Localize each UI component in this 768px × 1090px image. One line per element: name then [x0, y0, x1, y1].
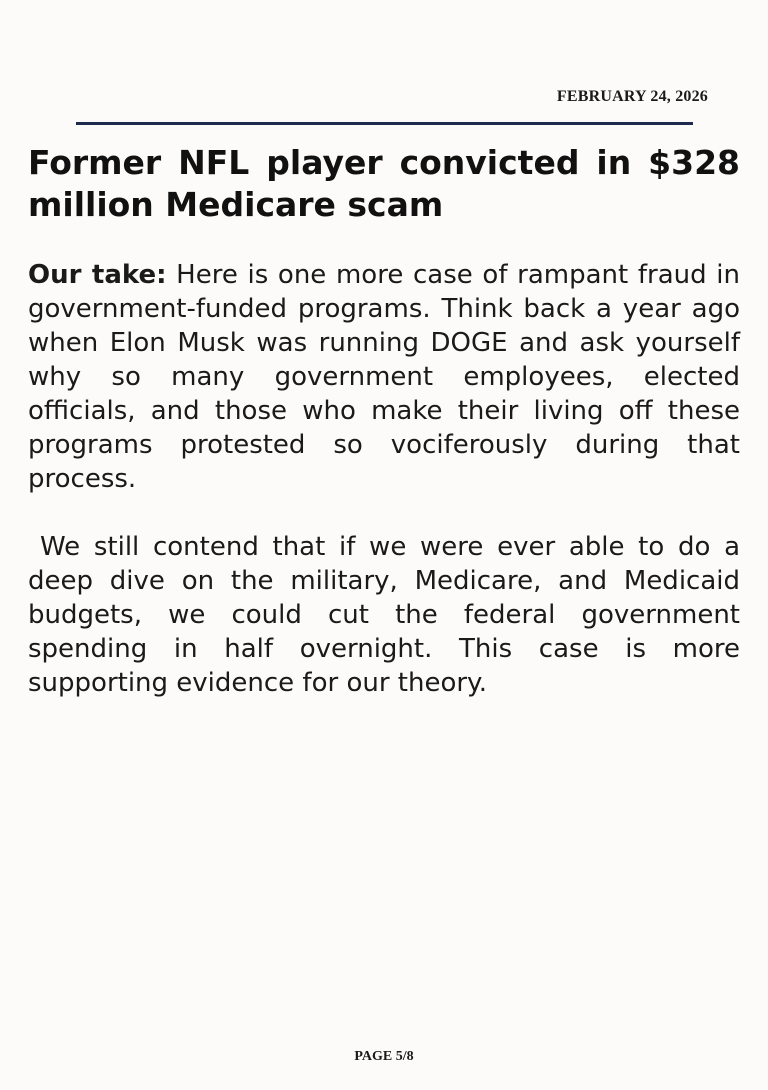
paragraph-2: We still contend that if we were ever able to do a deep dive on the military, Medicare, and Medicaid budgets, we could cut the federal government spending in half overnight. This case is more supporting evidence for our theory. — [28, 532, 740, 698]
article-body — [28, 258, 740, 700]
publication-date: FEBRUARY 24, 2026 — [556, 88, 708, 105]
paragraph-1-text: Here is one more case of rampant fraud in government-funded programs. Think back a year ago when Elon Musk was running DOGE and ask yourself why so many government employees, elected officials, and those who make their living off these programs protested so vociferously during that process. — [28, 260, 740, 494]
page-number: PAGE 5/8 — [354, 1049, 414, 1064]
paragraph-1 — [28, 258, 740, 496]
header-divider — [76, 122, 693, 125]
our-take-label: Our take: — [28, 260, 167, 290]
article-headline: Former NFL player convicted in $328 million Medicare scam — [28, 143, 740, 224]
